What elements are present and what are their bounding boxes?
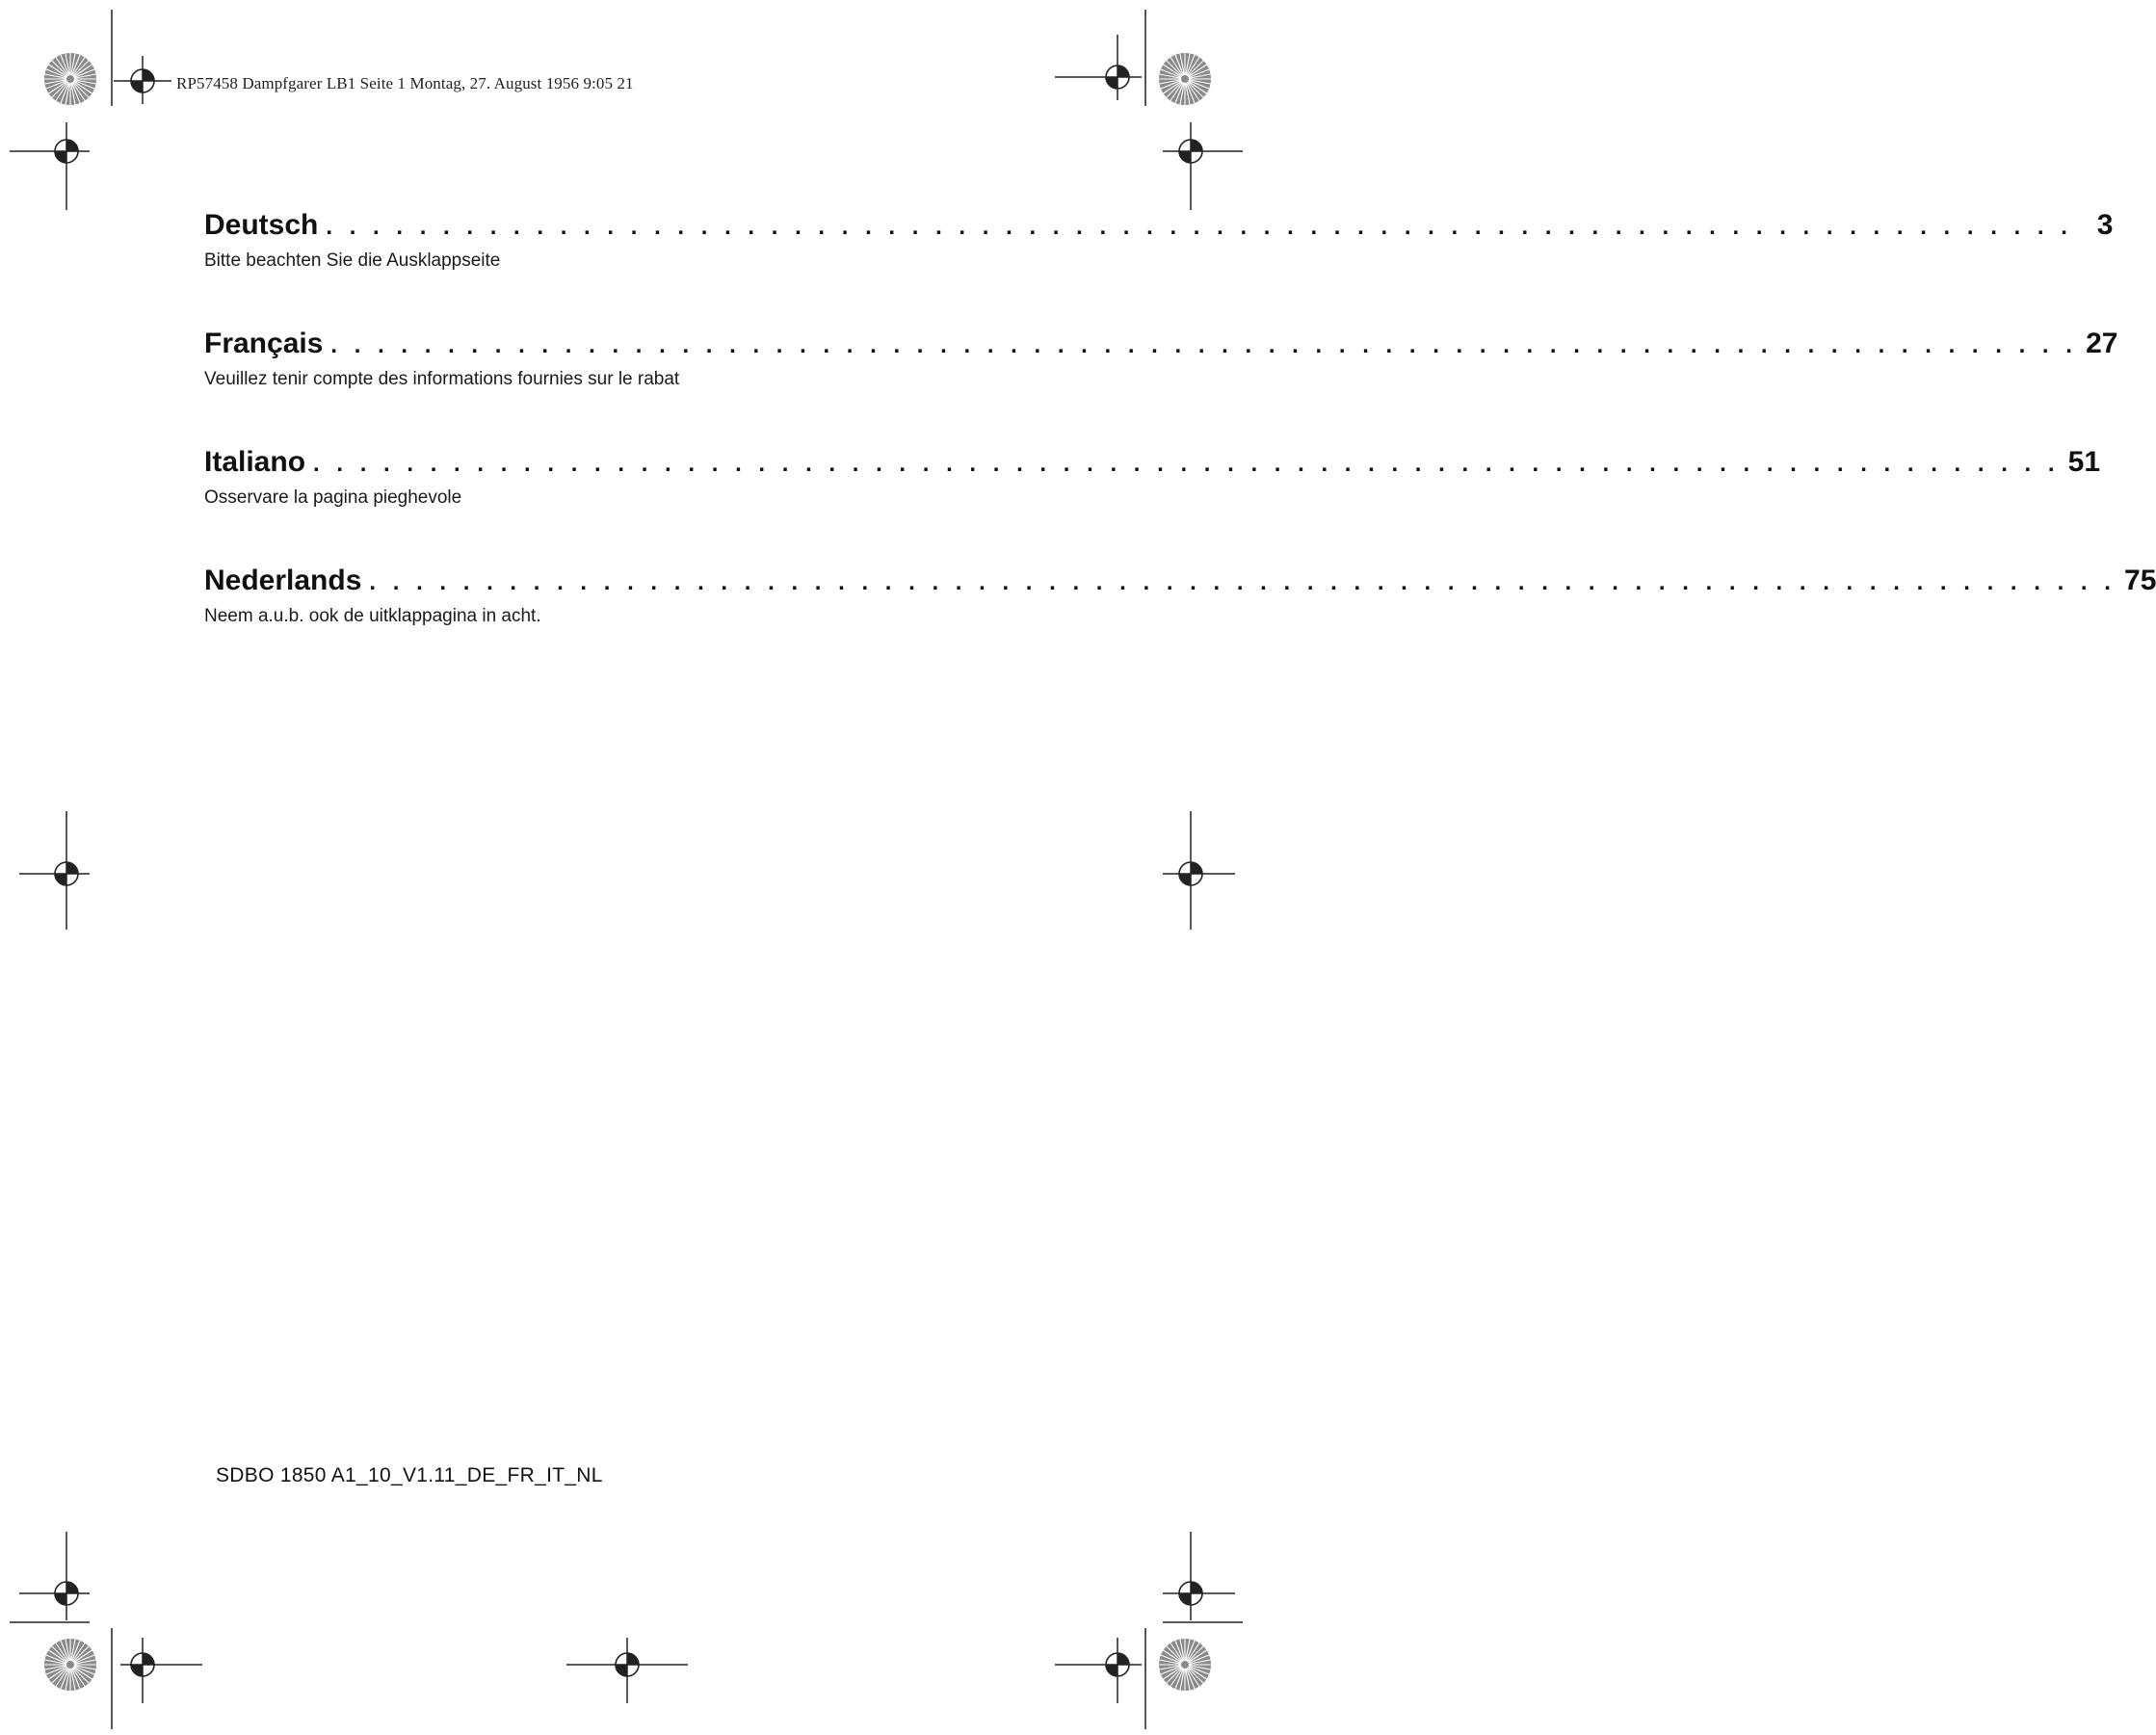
toc-subtitle: Osservare la pagina pieghevole — [204, 487, 462, 508]
registration-mark-icon — [1163, 122, 1243, 210]
toc-subtitle: Bitte beachten Sie die Ausklappseite — [204, 250, 501, 271]
toc-title: Français — [204, 328, 324, 359]
document-code: SDBO 1850 A1_10_V1.11_DE_FR_IT_NL — [216, 1464, 603, 1486]
toc-title: Nederlands — [204, 565, 362, 596]
toc-line — [204, 563, 2156, 601]
print-job-header: RP57458 Dampfgarer LB1 Seite 1 Montag, 27. August 1956 9:05 21 — [176, 74, 634, 92]
toc-line — [204, 444, 2101, 483]
table-of-contents — [204, 207, 2156, 681]
toc-title: Deutsch — [204, 209, 319, 241]
registration-mark-icon — [1055, 1638, 1142, 1703]
toc-leader-dots: . . . . . . . . . . . . . . . . . . . . . . . . . . . . . . . . . . . . . . . . . . . . . . . . . . . . . . . . . . . . . . . . . . . . . . . . . . . — [369, 569, 2117, 595]
color-wheel-icon — [44, 53, 96, 105]
toc-title: Italiano — [204, 446, 306, 478]
registration-mark-icon — [19, 1532, 90, 1620]
toc-page-number: 75 — [2124, 565, 2156, 596]
toc-page-number: 3 — [2096, 209, 2114, 241]
registration-mark-icon — [566, 1638, 688, 1703]
registration-mark-icon — [114, 56, 171, 104]
toc-entry-francais[interactable] — [204, 326, 2118, 444]
toc-leader-dots: . . . . . . . . . . . . . . . . . . . . . . . . . . . . . . . . . . . . . . . . . . . . . . . . . . . . . . . . . . . . . . . . . . . . . . . . . . . — [330, 332, 2078, 358]
color-wheel-icon — [44, 1639, 96, 1691]
toc-line — [204, 326, 2118, 364]
registration-mark-icon — [1055, 35, 1142, 100]
toc-subtitle: Veuillez tenir compte des informations fournies sur le rabat — [204, 369, 680, 389]
registration-mark-icon — [1163, 811, 1235, 930]
toc-entry-nederlands[interactable] — [204, 563, 2156, 681]
toc-page-number: 51 — [2067, 446, 2101, 478]
toc-line — [204, 207, 2114, 246]
registration-mark-icon — [19, 811, 90, 930]
registration-mark-icon — [10, 122, 90, 210]
toc-leader-dots: . . . . . . . . . . . . . . . . . . . . . . . . . . . . . . . . . . . . . . . . . . . . . . . . . . . . . . . . . . . . . . . . . . . . . . . . . . . — [326, 214, 2073, 240]
toc-entry-italiano[interactable] — [204, 444, 2101, 563]
registration-mark-icon — [1163, 1532, 1235, 1620]
color-wheel-icon — [1159, 53, 1211, 105]
toc-page-number: 27 — [2086, 328, 2118, 359]
registration-mark-icon — [120, 1638, 202, 1703]
toc-leader-dots: . . . . . . . . . . . . . . . . . . . . . . . . . . . . . . . . . . . . . . . . . . . . . . . . . . . . . . . . . . . . . . . . . . . . . . . . . . . — [313, 451, 2061, 477]
toc-entry-deutsch[interactable] — [204, 207, 2114, 326]
toc-subtitle: Neem a.u.b. ook de uitklappagina in acht. — [204, 606, 541, 626]
color-wheel-icon — [1159, 1639, 1211, 1691]
